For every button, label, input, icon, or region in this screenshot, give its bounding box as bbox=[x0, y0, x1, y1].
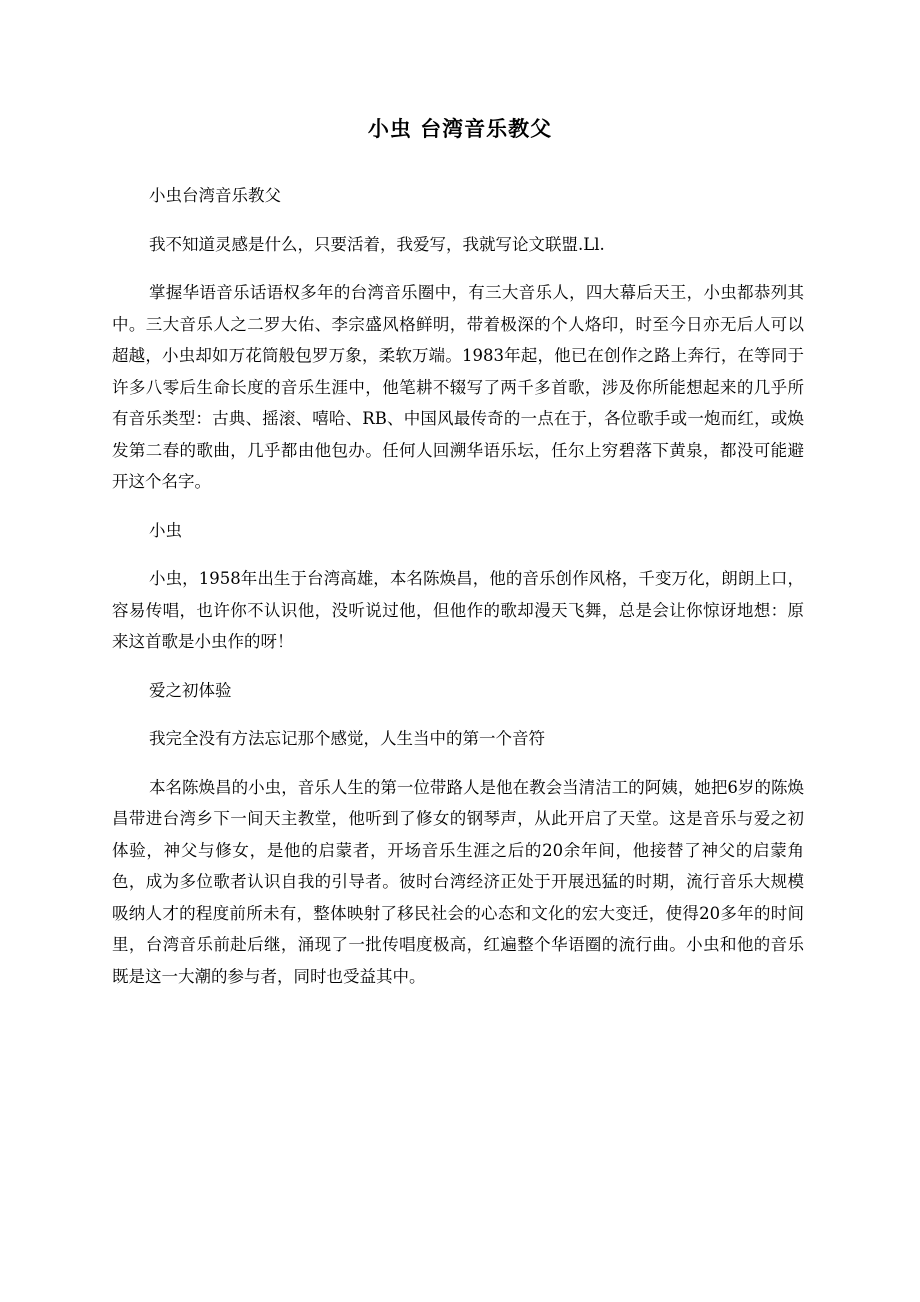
paragraph-subtitle: 小虫台湾音乐教父 bbox=[149, 186, 281, 205]
document-body bbox=[112, 180, 804, 1009]
paragraph-early-life: 本名陈焕昌的小虫，音乐人生的第一位带路人是他在教会当清洁工的阿姨，她把6岁的陈焕昌带进台湾乡下一间天主教堂，他听到了修女的钢琴声，从此开启了天堂。这是音乐与爱之初体验，神父与修女，是他的启蒙者，开场音乐生涯之后的20余年间，他接替了神父的启蒙角色，成为多位歌者认识自我的引导者。彼时台湾经济正处于开展迅猛的时期，流行音乐大规模吸纳人才的程度前所未有，整体映射了移民社会的心态和文化的宏大变迁，使得20多年的时间里，台湾音乐前赴后继，涌现了一批传唱度极高，红遍整个华语圈的流行曲。小虫和他的音乐既是这一大潮的参与者，同时也受益其中。 bbox=[112, 777, 804, 986]
paragraph-biography: 小虫，1958年出生于台湾高雄，本名陈焕昌，他的音乐创作风格，千变万化，朗朗上口，容易传唱，也许你不认识他，没听说过他，但他作的歌却漫天飞舞，总是会让你惊讶地想：原来这首歌是小虫作的呀！ bbox=[112, 569, 804, 651]
section-heading-first-experience: 爱之初体验 bbox=[149, 680, 232, 700]
document-title: 小虫 台湾音乐教父 bbox=[367, 116, 553, 141]
section-heading-xiaochong: 小虫 bbox=[149, 520, 182, 540]
paragraph-first-note-quote: 我完全没有方法忘记那个感觉，人生当中的第一个音符 bbox=[149, 729, 545, 748]
paragraph-intro: 掌握华语音乐话语权多年的台湾音乐圈中，有三大音乐人，四大幕后天王，小虫都恭列其中。三大音乐人之二罗大佑、李宗盛风格鲜明，带着极深的个人烙印，时至今日亦无后人可以超越，小虫却如万花筒般包罗万象，柔软万端。1983年起，他已在创作之路上奔行，在等同于许多八零后生命长度的音乐生涯中，他笔耕不辍写了两千多首歌，涉及你所能想起来的几乎所有音乐类型：古典、摇滚、嘻哈、RB、中国风最传奇的一点在于，各位歌手或一炮而红，或焕发第二春的歌曲，几乎都由他包办。任何人回溯华语乐坛，任尔上穷碧落下黄泉，都没可能避开这个名字。 bbox=[112, 283, 804, 491]
paragraph-quote: 我不知道灵感是什么，只要活着，我爱写，我就写论文联盟.Ll. bbox=[149, 234, 605, 254]
